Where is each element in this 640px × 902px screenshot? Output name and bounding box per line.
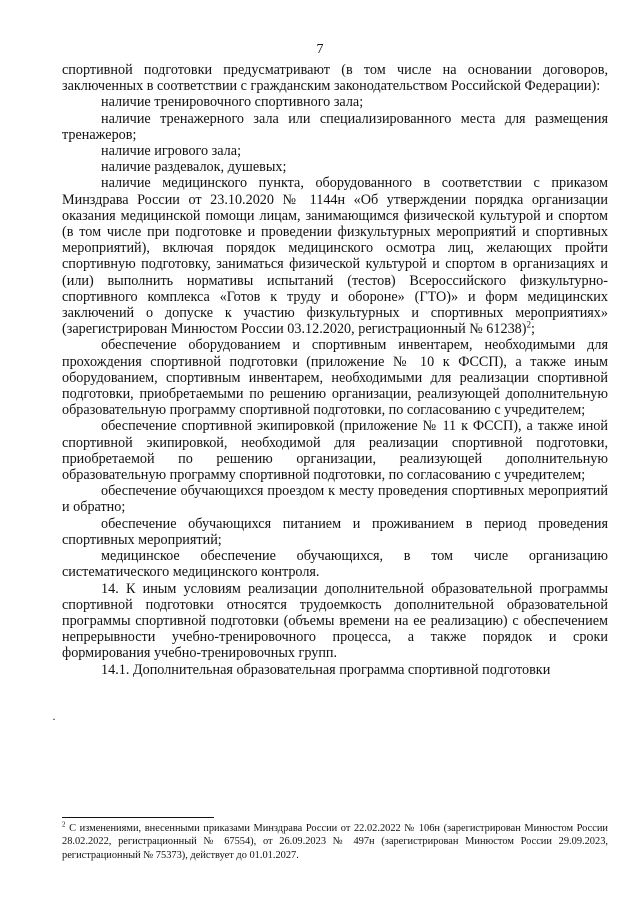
paragraph: спортивной подготовки предусматривают (в том числе на основании договоров, заключенных в соответствии с гражданским законодательством Российской Федерации): xyxy=(62,62,608,95)
paragraph-14-1: 14.1. Дополнительная образовательная программа спортивной подготовки xyxy=(101,661,551,678)
paragraph-tail: ; xyxy=(531,321,535,338)
list-item: обеспечение обучающихся проездом к месту проведения спортивных мероприятий и обратно; xyxy=(62,483,608,516)
paragraph-text: наличие медицинского пункта, оборудованного в соответствии с приказом Минздрава России от 23.10.2020 № 1144н «Об утверждении порядка организации оказания медицинской помощи лицам, занимающимся физической культурой и спортом (в том числе при подготовке и проведении физкультурных мероприятий и спортивных мероприятий), включая порядок медицинского осмотра лиц, желающих пройти спортивную подготовку, заниматься физической культурой и спортом в организациях и (или) выполнить нормативы испытаний (тестов) Всероссийского физкультурно-спортивного комплекса «Готов к труду и обороне» (ГТО)» и форм медицинских заключений о допуске к участию физкультурных и спортивных мероприятиях» (зарегистрирован Минюстом России 03.12.2020, регистрационный № 61238) xyxy=(62,175,608,338)
page-number: 7 xyxy=(316,42,324,57)
footnote xyxy=(62,822,608,862)
list-item: обеспечение оборудованием и спортивным инвентарем, необходимыми для прохождения спортивной подготовки (приложение № 10 к ФССП), а также иным оборудованием, спортивным инвентарем, необходимыми для реализации спортивной подготовки, приобретаемыми по решению организации, реализующей дополнительную образовательную программу спортивной подготовки, по согласованию с учредителем; xyxy=(62,337,608,419)
footnote-marker: 2 xyxy=(62,820,66,829)
list-item: медицинское обеспечение обучающихся, в том числе организацию систематического медицинского контроля. xyxy=(62,548,608,581)
list-item: наличие тренировочного спортивного зала; xyxy=(101,94,364,111)
document-body xyxy=(62,62,608,678)
margin-mark: · xyxy=(52,712,56,726)
list-item: обеспечение спортивной экипировкой (приложение № 11 к ФССП), а также иной спортивной экипировкой, необходимой для реализации спортивной подготовки, приобретаемой по решению организации, реализующей дополнительную образовательную программу спортивной подготовки, по согласованию с учредителем; xyxy=(62,418,608,484)
list-item: наличие игрового зала; xyxy=(101,143,242,160)
footnote-reference: 2 xyxy=(526,319,532,330)
list-item: обеспечение обучающихся питанием и проживанием в период проведения спортивных мероприятий; xyxy=(62,515,608,548)
list-item: наличие тренажерного зала или специализированного места для размещения тренажеров; xyxy=(62,110,608,143)
footnote-text: С изменениями, внесенными приказами Минздрава России от 22.02.2022 № 106н (зарегистрирован Минюстом России 28.02.2022, регистрационный № 67554), от 26.09.2023 № 497н (зарегистрирован Минюстом России 29.09.2023, регистрационный № 75373), действует до 01.01.2027. xyxy=(62,823,608,861)
list-item-medical-point xyxy=(62,175,608,337)
footnote-divider xyxy=(62,817,214,818)
paragraph-14: 14. К иным условиям реализации дополнительной образовательной программы спортивной подготовки относятся трудоемкость дополнительной образовательной программы спортивной подготовки (объемы времени на ее реализацию) с обеспечением непрерывности учебно-тренировочного процесса, а также порядок и сроки формирования учебно-тренировочных групп. xyxy=(62,580,608,662)
list-item: наличие раздевалок, душевых; xyxy=(101,159,287,176)
